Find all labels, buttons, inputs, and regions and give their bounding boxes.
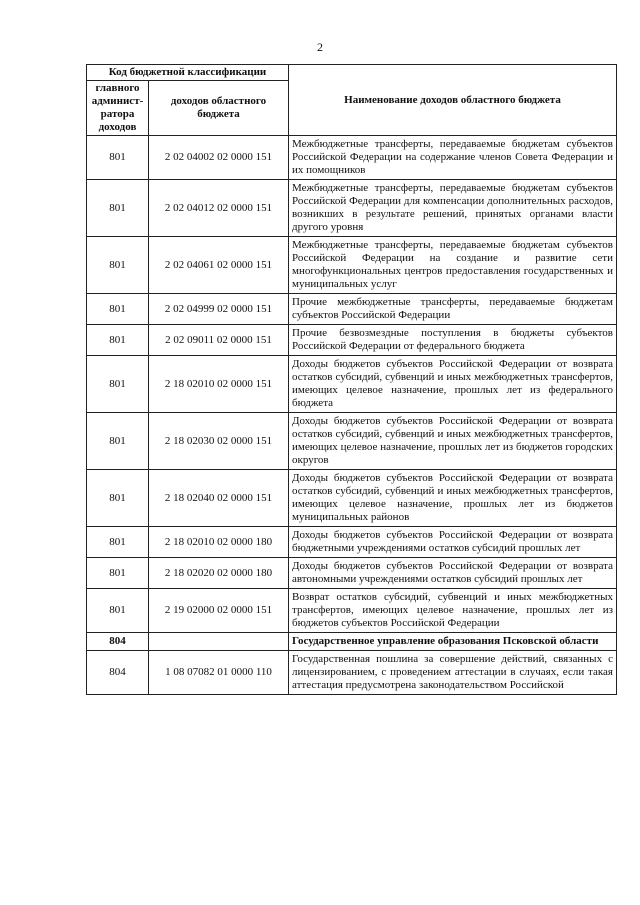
table-row (87, 558, 617, 589)
income-code-cell: 2 18 02010 02 0000 180 (149, 527, 289, 558)
income-code-cell: 2 19 02000 02 0000 151 (149, 589, 289, 633)
income-name-cell: Доходы бюджетов субъектов Российской Федерации от возврата остатков субсидий, субвенций и иных межбюджетных трансфертов, имеющих целевое назначение, прошлых лет из федерального бюджета (289, 356, 617, 413)
income-name-cell: Государственная пошлина за совершение действий, связанных с лицензированием, с проведением аттестации в случаях, если такая аттестация предусмотрена законодательством Российской (289, 651, 617, 695)
admin-code-cell: 804 (87, 651, 149, 695)
income-code-cell: 2 02 04999 02 0000 151 (149, 294, 289, 325)
header-group-classification-code: Код бюджетной классификации (87, 65, 289, 81)
income-name-cell: Государственное управление образования Псковской области (289, 633, 617, 651)
admin-code-cell: 804 (87, 633, 149, 651)
admin-code-cell: 801 (87, 413, 149, 470)
table-row (87, 356, 617, 413)
admin-code-cell: 801 (87, 237, 149, 294)
income-code-cell: 2 18 02020 02 0000 180 (149, 558, 289, 589)
income-name-cell: Межбюджетные трансферты, передаваемые бюджетам субъектов Российской Федерации для компенсации дополнительных расходов, возникших в результате решений, принятых органами власти другого уровня (289, 180, 617, 237)
income-code-cell: 2 02 09011 02 0000 151 (149, 325, 289, 356)
income-code-cell: 2 18 02040 02 0000 151 (149, 470, 289, 527)
admin-code-cell: 801 (87, 294, 149, 325)
header-name: Наименование доходов областного бюджета (289, 65, 617, 136)
table-row (87, 633, 617, 651)
table-row (87, 651, 617, 695)
income-name-cell: Возврат остатков субсидий, субвенций и иных межбюджетных трансфертов, имеющих целевое назначение, прошлых лет из бюджетов субъектов Российской Федерации (289, 589, 617, 633)
income-name-cell: Доходы бюджетов субъектов Российской Федерации от возврата бюджетными учреждениями остатков субсидий прошлых лет (289, 527, 617, 558)
income-name-cell: Прочие безвозмездные поступления в бюджеты субъектов Российской Федерации от федерального бюджета (289, 325, 617, 356)
header-admin: главного админист-ратора доходов (87, 81, 149, 136)
income-code-cell: 2 18 02030 02 0000 151 (149, 413, 289, 470)
income-code-cell: 1 08 07082 01 0000 110 (149, 651, 289, 695)
income-code-cell: 2 02 04061 02 0000 151 (149, 237, 289, 294)
table-row (87, 325, 617, 356)
income-code-cell: 2 02 04012 02 0000 151 (149, 180, 289, 237)
admin-code-cell: 801 (87, 527, 149, 558)
table-body (87, 136, 617, 695)
admin-code-cell: 801 (87, 136, 149, 180)
admin-code-cell: 801 (87, 470, 149, 527)
header-income: доходов областного бюджета (149, 81, 289, 136)
table-row (87, 470, 617, 527)
income-name-cell: Доходы бюджетов субъектов Российской Федерации от возврата остатков субсидий, субвенций и иных межбюджетных трансфертов, имеющих целевое назначение, прошлых лет из бюджетов городских округов (289, 413, 617, 470)
income-name-cell: Доходы бюджетов субъектов Российской Федерации от возврата автономными учреждениями остатков субсидий прошлых лет (289, 558, 617, 589)
table-row (87, 589, 617, 633)
page-number: 2 (317, 40, 323, 54)
income-name-cell: Межбюджетные трансферты, передаваемые бюджетам субъектов Российской Федерации на содержание членов Совета Федерации и их помощников (289, 136, 617, 180)
table-row (87, 136, 617, 180)
admin-code-cell: 801 (87, 558, 149, 589)
income-code-cell: 2 18 02010 02 0000 151 (149, 356, 289, 413)
admin-code-cell: 801 (87, 325, 149, 356)
table-row (87, 413, 617, 470)
budget-classification-table (86, 64, 617, 695)
income-code-cell (149, 633, 289, 651)
income-name-cell: Доходы бюджетов субъектов Российской Федерации от возврата остатков субсидий, субвенций и иных межбюджетных трансфертов, имеющих целевое назначение, прошлых лет из бюджетов муниципальных районов (289, 470, 617, 527)
admin-code-cell: 801 (87, 180, 149, 237)
table-row (87, 527, 617, 558)
admin-code-cell: 801 (87, 589, 149, 633)
income-name-cell: Межбюджетные трансферты, передаваемые бюджетам субъектов Российской Федерации на создание и развитие сети многофункциональных центров предоставления государственных и муниципальных услуг (289, 237, 617, 294)
table-row (87, 180, 617, 237)
income-name-cell: Прочие межбюджетные трансферты, передаваемые бюджетам субъектов Российской Федерации (289, 294, 617, 325)
admin-code-cell: 801 (87, 356, 149, 413)
table-row (87, 237, 617, 294)
table-row (87, 294, 617, 325)
income-code-cell: 2 02 04002 02 0000 151 (149, 136, 289, 180)
